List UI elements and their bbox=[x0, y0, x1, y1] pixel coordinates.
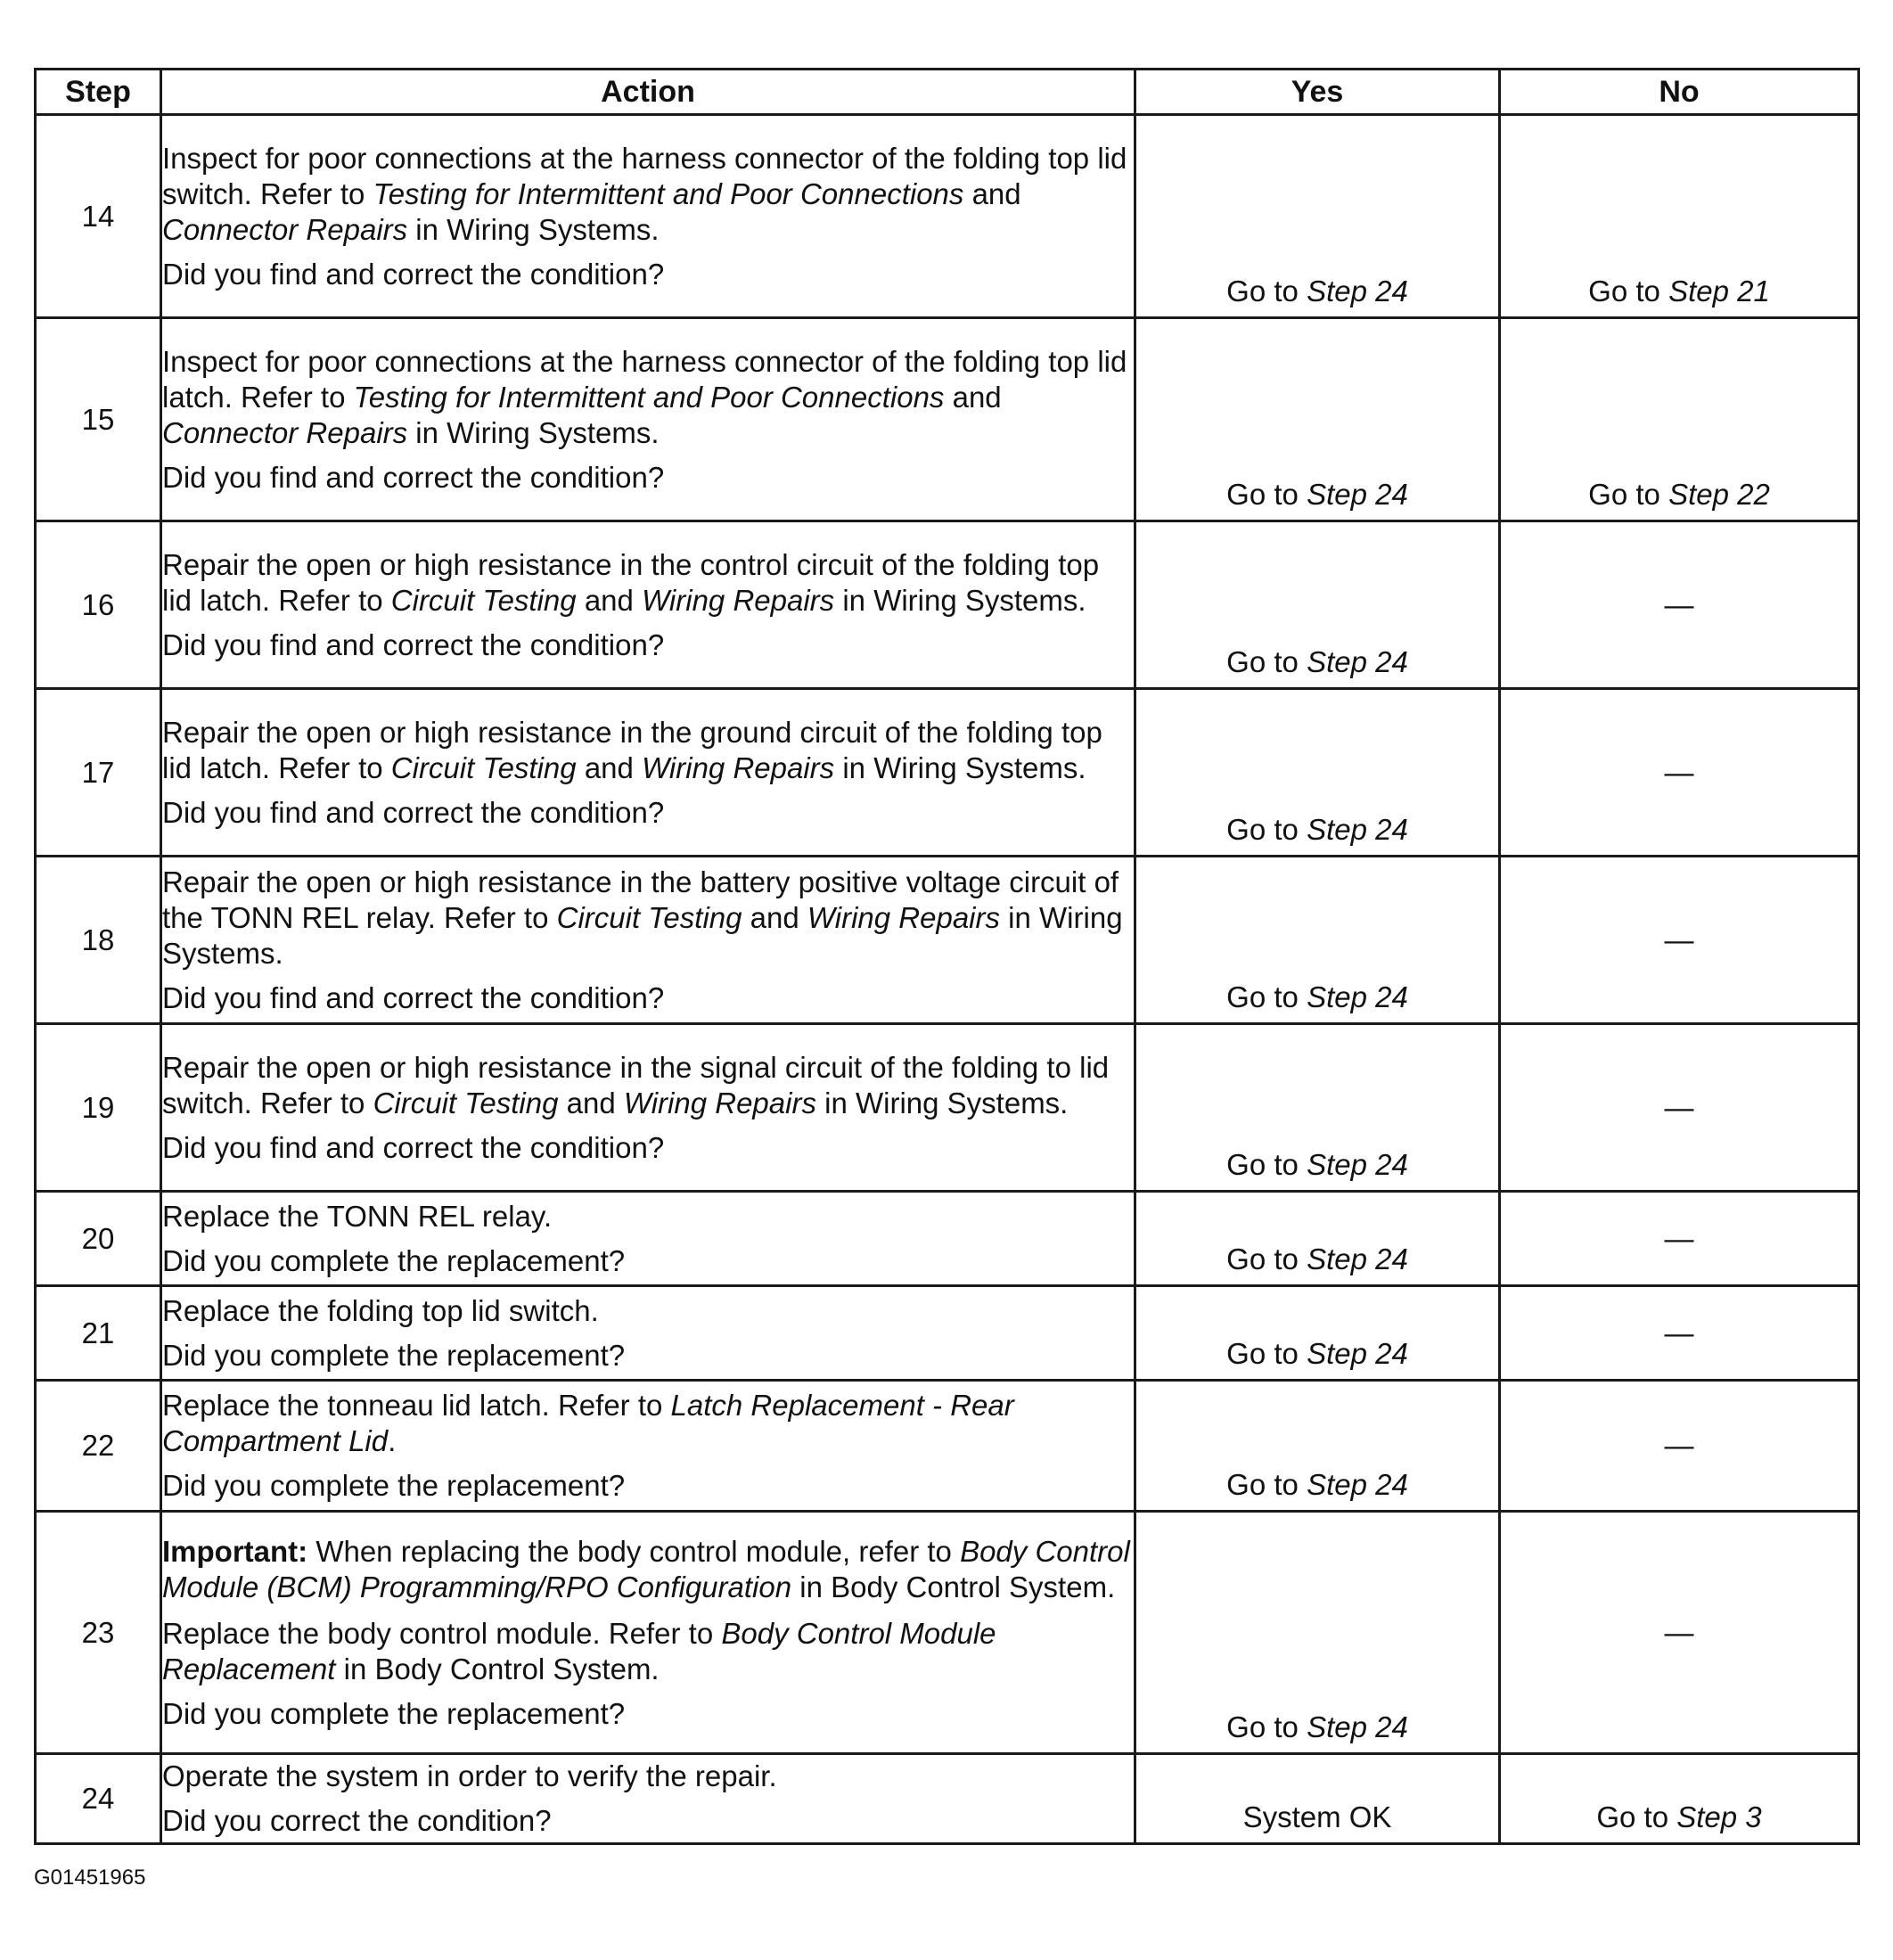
table-row bbox=[36, 689, 1859, 857]
step-number: 20 bbox=[36, 1192, 161, 1286]
yes-result bbox=[1136, 477, 1498, 513]
yes-result bbox=[1136, 1336, 1498, 1372]
action-cell bbox=[161, 1024, 1135, 1192]
action-question: Did you find and correct the condition? bbox=[162, 460, 665, 494]
text-segment: Repair the open or high resistance in the signal circuit of the folding to lid switch. Refer to bbox=[162, 1050, 1110, 1119]
reference-text: Step 3 bbox=[1676, 1800, 1762, 1833]
table-row bbox=[36, 1754, 1859, 1844]
reference-text: Connector Repairs bbox=[162, 415, 408, 449]
no-cell bbox=[1500, 857, 1859, 1024]
action-question: Did you find and correct the condition? bbox=[162, 980, 665, 1014]
figure-id: G01451965 bbox=[34, 1866, 146, 1890]
text-segment: Repair the open or high resistance in the ground circuit of the folding top lid latch. Refer to bbox=[162, 715, 1102, 784]
text-segment: Replace the body control module. Refer to bbox=[162, 1616, 722, 1650]
no-cell bbox=[1500, 1192, 1859, 1286]
yes-result bbox=[1136, 1800, 1498, 1835]
action-question: Did you find and correct the condition? bbox=[162, 795, 665, 829]
reference-text: Step 24 bbox=[1307, 1337, 1408, 1370]
yes-result bbox=[1136, 812, 1498, 848]
no-result-dash: — bbox=[1664, 1316, 1694, 1349]
reference-text: Step 24 bbox=[1307, 1710, 1408, 1743]
reference-text: Circuit Testing bbox=[390, 583, 577, 617]
action-question: Did you find and correct the condition? bbox=[162, 1130, 665, 1164]
action-cell bbox=[161, 521, 1135, 689]
no-cell bbox=[1500, 1512, 1859, 1754]
table-row bbox=[36, 318, 1859, 521]
yes-result bbox=[1136, 274, 1498, 309]
action-paragraph bbox=[162, 547, 1134, 619]
action-question: Did you find and correct the condition? bbox=[162, 627, 665, 661]
action-paragraph bbox=[162, 1050, 1134, 1121]
yes-cell bbox=[1135, 689, 1500, 857]
diagnostic-table-container bbox=[34, 68, 1857, 1845]
reference-text: Testing for Intermittent and Poor Connections bbox=[373, 176, 964, 210]
text-segment: Go to bbox=[1226, 478, 1307, 511]
yes-result bbox=[1136, 1147, 1498, 1183]
text-segment: Repair the open or high resistance in the control circuit of the folding top lid latch. Refer to bbox=[162, 547, 1100, 617]
action-paragraph bbox=[162, 1388, 1134, 1459]
text-segment: Repair the open or high resistance in the battery positive voltage circuit of the TONN REL relay. Refer to bbox=[162, 865, 1119, 934]
action-cell bbox=[161, 115, 1135, 318]
yes-result bbox=[1136, 1467, 1498, 1503]
action-cell bbox=[161, 318, 1135, 521]
reference-text: Step 24 bbox=[1307, 1468, 1408, 1501]
step-number: 24 bbox=[36, 1754, 161, 1844]
no-cell bbox=[1500, 115, 1859, 318]
yes-cell bbox=[1135, 521, 1500, 689]
text-segment: Go to bbox=[1226, 645, 1307, 678]
yes-cell bbox=[1135, 1286, 1500, 1381]
no-result bbox=[1501, 274, 1857, 309]
action-paragraph bbox=[162, 715, 1134, 786]
reference-text: Step 24 bbox=[1307, 645, 1408, 678]
text-segment: Operate the system in order to verify the repair. bbox=[162, 1759, 777, 1792]
yes-cell bbox=[1135, 1192, 1500, 1286]
text-segment: Replace the folding top lid switch. bbox=[162, 1293, 599, 1327]
text-segment: in Wiring Systems. bbox=[407, 212, 660, 246]
reference-text: Body Control Module Replacement bbox=[162, 1616, 996, 1685]
text-segment: System OK bbox=[1242, 1800, 1392, 1833]
text-segment: and bbox=[963, 176, 1021, 210]
text-segment: in Wiring Systems. bbox=[834, 750, 1086, 784]
action-paragraph bbox=[162, 344, 1134, 451]
text-segment: Go to bbox=[1226, 1468, 1307, 1501]
yes-result bbox=[1136, 980, 1498, 1015]
no-cell bbox=[1500, 1381, 1859, 1512]
no-result-dash: — bbox=[1664, 587, 1694, 621]
table-row bbox=[36, 1512, 1859, 1754]
reference-text: Step 24 bbox=[1307, 1148, 1408, 1181]
action-question: Did you find and correct the condition? bbox=[162, 257, 665, 291]
no-result-dash: — bbox=[1664, 755, 1694, 789]
action-paragraph bbox=[162, 1759, 1134, 1794]
step-number: 18 bbox=[36, 857, 161, 1024]
step-number: 19 bbox=[36, 1024, 161, 1192]
table-row bbox=[36, 1192, 1859, 1286]
diagnostic-table bbox=[34, 68, 1860, 1845]
yes-cell bbox=[1135, 1754, 1500, 1844]
reference-text: Connector Repairs bbox=[162, 212, 408, 246]
action-paragraph bbox=[162, 1616, 1134, 1687]
column-header-action: Action bbox=[161, 70, 1135, 115]
text-segment: and bbox=[742, 900, 807, 934]
no-result-dash: — bbox=[1664, 1429, 1694, 1462]
yes-result bbox=[1136, 1710, 1498, 1745]
reference-text: Step 24 bbox=[1307, 813, 1408, 846]
reference-text: Step 24 bbox=[1307, 275, 1408, 308]
action-question: Did you complete the replacement? bbox=[162, 1338, 626, 1372]
yes-cell bbox=[1135, 1381, 1500, 1512]
text-segment: . bbox=[388, 1424, 397, 1457]
text-segment: in Wiring Systems. bbox=[407, 415, 660, 449]
reference-text: Body Control Module (BCM) Programming/RPO Configuration bbox=[162, 1534, 1130, 1603]
text-segment: Go to bbox=[1596, 1800, 1677, 1833]
yes-cell bbox=[1135, 1512, 1500, 1754]
reference-text: Wiring Repairs bbox=[807, 900, 1001, 934]
no-cell bbox=[1500, 689, 1859, 857]
text-segment: When replacing the body control module, refer to bbox=[307, 1534, 961, 1568]
reference-text: Step 24 bbox=[1307, 478, 1408, 511]
text-segment: Go to bbox=[1226, 813, 1307, 846]
text-segment: Inspect for poor connections at the harness connector of the folding top lid switch. Refer to bbox=[162, 141, 1127, 210]
step-number: 17 bbox=[36, 689, 161, 857]
yes-cell bbox=[1135, 1024, 1500, 1192]
reference-text: Wiring Repairs bbox=[642, 583, 835, 617]
action-paragraph bbox=[162, 1534, 1134, 1605]
no-result-dash: — bbox=[1664, 923, 1694, 956]
no-cell bbox=[1500, 318, 1859, 521]
text-segment: Go to bbox=[1226, 980, 1307, 1013]
step-number: 16 bbox=[36, 521, 161, 689]
reference-text: Step 24 bbox=[1307, 980, 1408, 1013]
action-cell bbox=[161, 1754, 1135, 1844]
column-header-step: Step bbox=[36, 70, 161, 115]
table-row bbox=[36, 115, 1859, 318]
text-segment: Go to bbox=[1226, 1710, 1307, 1743]
text-segment: Go to bbox=[1226, 1337, 1307, 1370]
no-result-dash: — bbox=[1664, 1090, 1694, 1124]
step-number: 23 bbox=[36, 1512, 161, 1754]
action-question: Did you complete the replacement? bbox=[162, 1469, 626, 1502]
action-paragraph bbox=[162, 1293, 1134, 1329]
step-number: 14 bbox=[36, 115, 161, 318]
yes-result bbox=[1136, 1242, 1498, 1277]
table-row bbox=[36, 1286, 1859, 1381]
reference-text: Wiring Repairs bbox=[642, 750, 835, 784]
action-cell bbox=[161, 1192, 1135, 1286]
reference-text: Circuit Testing bbox=[373, 1086, 559, 1119]
reference-text: Circuit Testing bbox=[390, 750, 577, 784]
action-paragraph bbox=[162, 1199, 1134, 1234]
action-cell bbox=[161, 1381, 1135, 1512]
text-segment: Go to bbox=[1226, 1148, 1307, 1181]
no-cell bbox=[1500, 1286, 1859, 1381]
text-segment: in Body Control System. bbox=[791, 1570, 1116, 1603]
text-segment: and bbox=[944, 380, 1002, 414]
reference-text: Testing for Intermittent and Poor Connections bbox=[353, 380, 945, 414]
action-cell bbox=[161, 689, 1135, 857]
action-question: Did you complete the replacement? bbox=[162, 1243, 626, 1277]
text-segment: and bbox=[576, 583, 643, 617]
text-segment: in Wiring Systems. bbox=[815, 1086, 1069, 1119]
reference-text: Step 22 bbox=[1668, 478, 1770, 511]
no-result-dash: — bbox=[1664, 1221, 1694, 1255]
text-segment: Go to bbox=[1588, 478, 1669, 511]
reference-text: Step 24 bbox=[1307, 1242, 1408, 1275]
table-body bbox=[36, 115, 1859, 1844]
action-paragraph bbox=[162, 865, 1134, 972]
text-segment: and bbox=[558, 1086, 624, 1119]
text-segment: Go to bbox=[1588, 275, 1669, 308]
action-paragraph bbox=[162, 141, 1134, 248]
column-header-no: No bbox=[1500, 70, 1859, 115]
text-segment: in Body Control System. bbox=[335, 1652, 660, 1685]
text-segment: in Wiring Systems. bbox=[162, 900, 1123, 970]
table-row bbox=[36, 1024, 1859, 1192]
yes-cell bbox=[1135, 115, 1500, 318]
action-cell bbox=[161, 1286, 1135, 1381]
text-segment: and bbox=[576, 750, 643, 784]
table-row bbox=[36, 521, 1859, 689]
text-segment: Go to bbox=[1226, 1242, 1307, 1275]
text-segment: Inspect for poor connections at the harness connector of the folding top lid latch. Refer to bbox=[162, 344, 1127, 414]
action-cell bbox=[161, 1512, 1135, 1754]
text-segment: Go to bbox=[1226, 275, 1307, 308]
step-number: 15 bbox=[36, 318, 161, 521]
reference-text: Latch Replacement - Rear Compartment Lid bbox=[162, 1389, 1014, 1457]
no-result bbox=[1501, 477, 1857, 513]
action-question: Did you correct the condition? bbox=[162, 1804, 552, 1837]
step-number: 22 bbox=[36, 1381, 161, 1512]
action-question: Did you complete the replacement? bbox=[162, 1696, 626, 1730]
yes-cell bbox=[1135, 857, 1500, 1024]
action-cell bbox=[161, 857, 1135, 1024]
no-cell bbox=[1500, 521, 1859, 689]
reference-text: Step 21 bbox=[1668, 275, 1770, 308]
table-header-row bbox=[36, 70, 1859, 115]
text-segment: Replace the tonneau lid latch. Refer to bbox=[162, 1389, 671, 1422]
text-segment: in Wiring Systems. bbox=[834, 583, 1086, 617]
no-result bbox=[1501, 1800, 1857, 1835]
important-label: Important: bbox=[162, 1534, 308, 1568]
column-header-yes: Yes bbox=[1135, 70, 1500, 115]
table-row bbox=[36, 857, 1859, 1024]
step-number: 21 bbox=[36, 1286, 161, 1381]
yes-cell bbox=[1135, 318, 1500, 521]
yes-result bbox=[1136, 644, 1498, 680]
no-cell bbox=[1500, 1024, 1859, 1192]
no-result-dash: — bbox=[1664, 1615, 1694, 1649]
table-row bbox=[36, 1381, 1859, 1512]
text-segment: Replace the TONN REL relay. bbox=[162, 1199, 553, 1233]
reference-text: Circuit Testing bbox=[556, 900, 742, 934]
reference-text: Wiring Repairs bbox=[623, 1086, 816, 1119]
no-cell bbox=[1500, 1754, 1859, 1844]
